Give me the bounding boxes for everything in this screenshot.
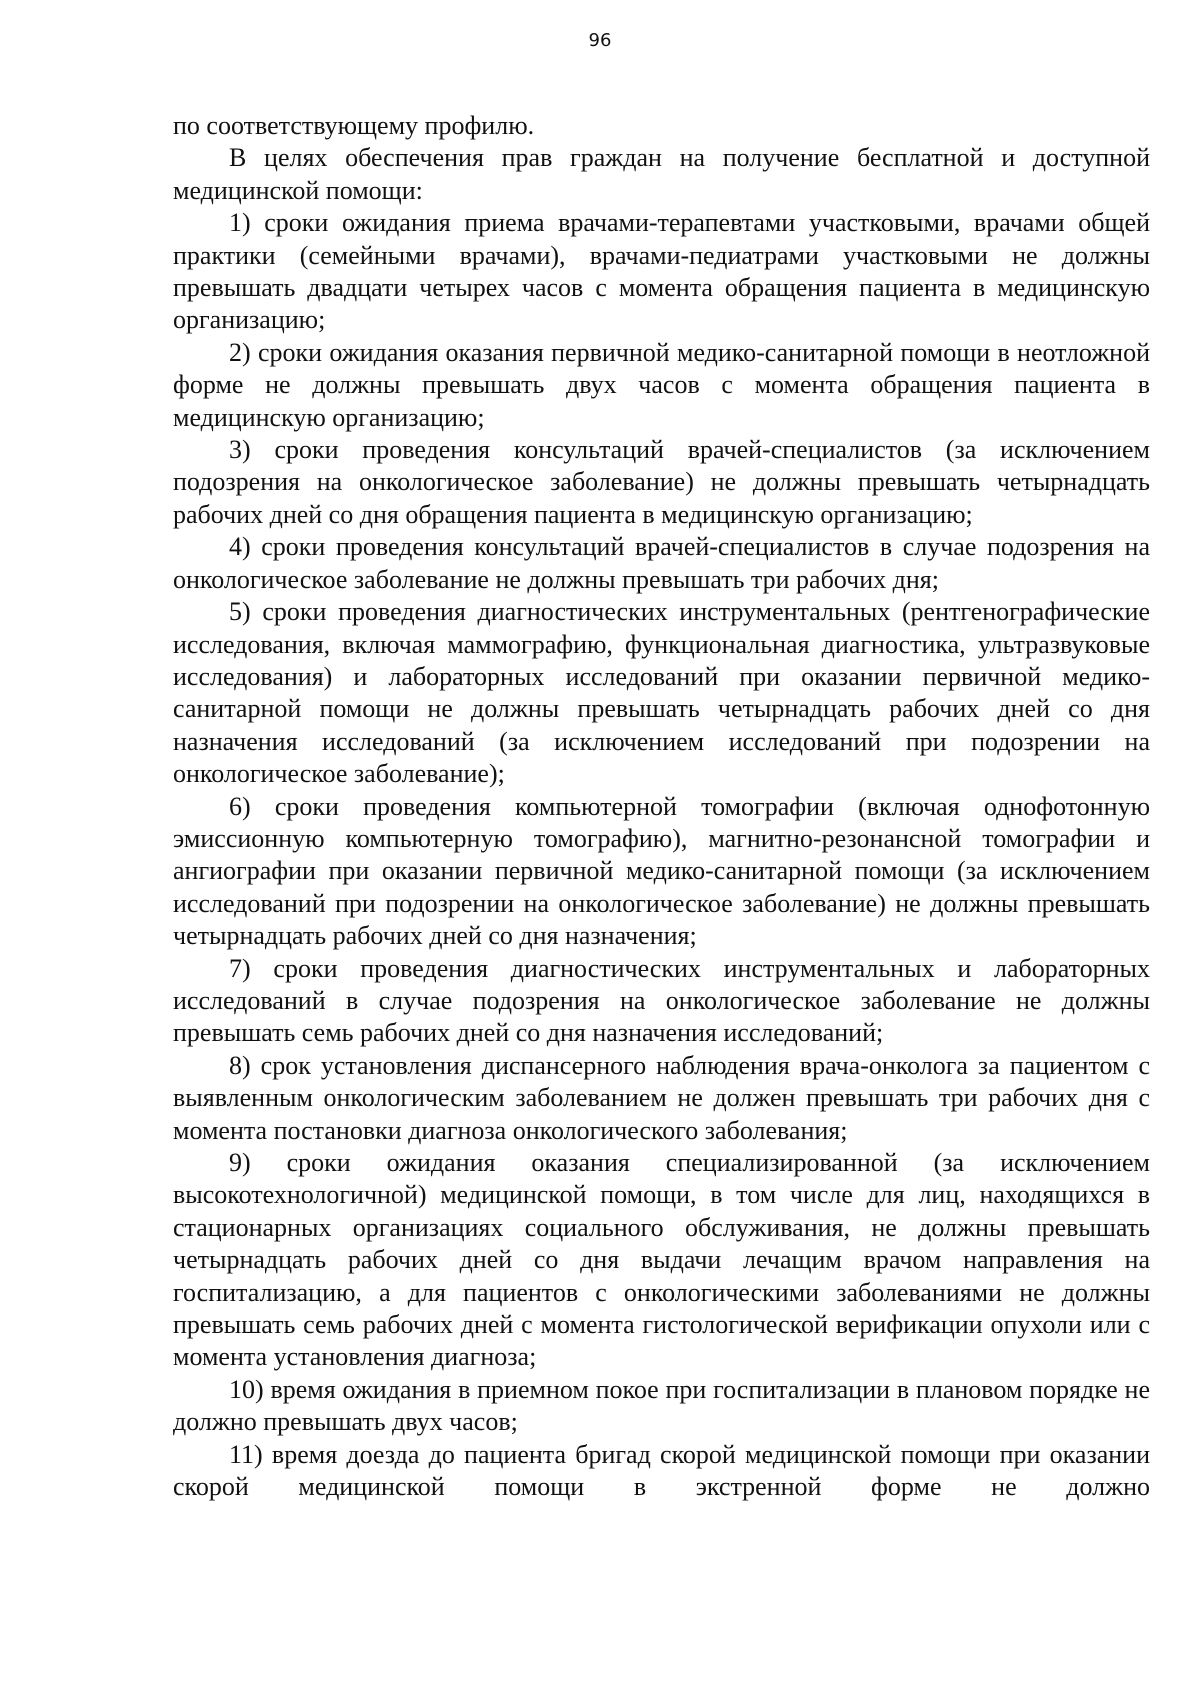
intro-paragraph: В целях обеспечения прав граждан на получение бесплатной и доступной медицинской помощи: bbox=[173, 143, 1150, 205]
list-item: 9) сроки ожидания оказания специализированной (за исключением высокотехнологичной) медицинской помощи, в том числе для лиц, находящихся в стационарных организациях социального обслуживания, не должны превышать четырнадцать рабочих дней со дня выдачи лечащим врачом направления на госпитализацию, а для пациентов с онкологическими заболеваниями не должны превышать семь рабочих дней с момента гистологической верификации опухоли или с момента установления диагноза; bbox=[173, 1148, 1150, 1372]
list-item: 8) срок установления диспансерного наблюдения врача-онколога за пациентом с выявленным онкологическим заболеванием не должен превышать три рабочих дня с момента постановки диагноза онкологического заболевания; bbox=[173, 1050, 1150, 1145]
list-item: 2) сроки ожидания оказания первичной медико-санитарной помощи в неотложной форме не должны превышать двух часов с момента обращения пациента в медицинскую организацию; bbox=[173, 337, 1150, 432]
continuation-text: по соответствующему профилю. bbox=[173, 111, 535, 140]
list-item: 1) сроки ожидания приема врачами-терапевтами участковыми, врачами общей практики (семейными врачами), врачами-педиатрами участковыми не должны превышать двадцати четырех часов с момента обращения пациента в медицинскую организацию; bbox=[173, 208, 1150, 335]
list-item: 7) сроки проведения диагностических инструментальных и лабораторных исследований в случае подозрения на онкологическое заболевание не должны превышать семь рабочих дней со дня назначения исследований; bbox=[173, 953, 1150, 1048]
list-item: 6) сроки проведения компьютерной томографии (включая однофотонную эмиссионную компьютерную томографию), магнитно-резонансной томографии и ангиографии при оказании первичной медико-санитарной помощи (за исключением исследований при подозрении на онкологическое заболевание) не должны превышать четырнадцать рабочих дней со дня назначения; bbox=[173, 791, 1150, 951]
list-item: 5) сроки проведения диагностических инструментальных (рентгенографические исследования, включая маммографию, функциональная диагностика, ультразвуковые исследования) и лабораторных исследований при оказании первичной медико-санитарной помощи не должны превышать четырнадцать рабочих дней со дня назначения исследований (за исключением исследований при подозрении на онкологическое заболевание); bbox=[173, 597, 1150, 789]
list-item: 10) время ожидания в приемном покое при госпитализации в плановом порядке не должно превышать двух часов; bbox=[173, 1374, 1150, 1437]
list-item: 3) сроки проведения консультаций врачей-специалистов (за исключением подозрения на онкологическое заболевание) не должны превышать четырнадцать рабочих дней со дня обращения пациента в медицинскую организацию; bbox=[173, 435, 1150, 529]
page-number: 96 bbox=[588, 30, 612, 51]
list-item: 11) время доезда до пациента бригад скорой медицинской помощи при оказании скорой медицинской помощи в экстренной форме не должно bbox=[173, 1439, 1150, 1502]
list-item: 4) сроки проведения консультаций врачей-специалистов в случае подозрения на онкологическое заболевание не должны превышать три рабочих дня; bbox=[173, 532, 1150, 594]
document-body bbox=[173, 110, 1150, 1503]
